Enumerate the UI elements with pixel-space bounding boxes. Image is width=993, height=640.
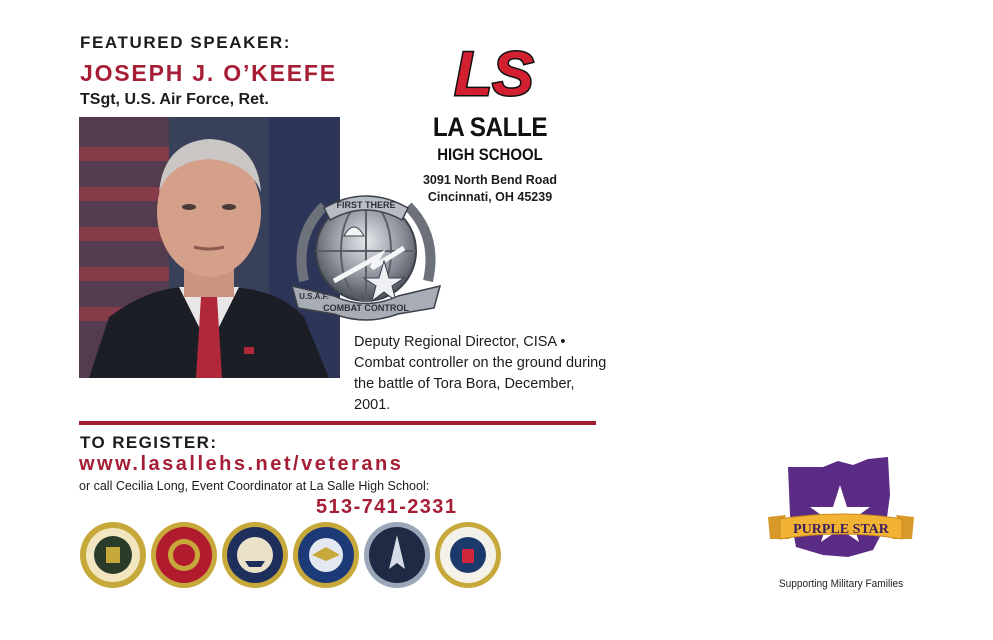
la-salle-logo xyxy=(448,35,538,107)
register-url-link[interactable]: www.lasallehs.net/veterans xyxy=(79,453,404,475)
address-line-2: Cincinnati, OH 45239 xyxy=(427,190,553,204)
combat-control-badge xyxy=(284,186,448,326)
air-force-seal-icon xyxy=(292,521,360,589)
purple-star-logo xyxy=(768,455,914,575)
speaker-bio: Deputy Regional Director, CISA • Combat controller on the ground during the battle of Tora Bora, December, 2001. xyxy=(354,334,607,413)
badge-left-text: U.S.A.F. xyxy=(299,292,329,301)
phone-number[interactable]: 513-741-2331 xyxy=(316,496,458,518)
school-address xyxy=(398,172,582,206)
address-line-1: 3091 North Bend Road xyxy=(422,173,558,187)
featured-speaker-label: FEATURED SPEAKER: xyxy=(80,33,292,52)
speaker-title: TSgt, U.S. Air Force, Ret. xyxy=(80,91,269,108)
army-seal-icon xyxy=(79,521,147,589)
marine-corps-seal-icon xyxy=(150,521,218,589)
school-name: LA SALLE xyxy=(432,112,548,142)
school-subtitle: HIGH SCHOOL xyxy=(437,145,543,164)
call-instructions: or call Cecilia Long, Event Coordinator at La Salle High School: xyxy=(79,479,430,493)
badge-bottom-text: COMBAT CONTROL xyxy=(323,303,409,313)
navy-seal-icon xyxy=(221,521,289,589)
badge-top-text: FIRST THERE xyxy=(336,200,396,210)
purple-star-ribbon-text: PURPLE STAR xyxy=(793,522,889,537)
purple-star-tagline: Supporting Military Families xyxy=(778,578,904,590)
military-seals-row xyxy=(79,521,499,591)
register-label: TO REGISTER: xyxy=(80,433,218,452)
space-force-seal-icon xyxy=(363,521,431,589)
speaker-name: JOSEPH J. O’KEEFE xyxy=(80,60,337,86)
ls-monogram-icon: LS xyxy=(454,40,534,107)
section-divider xyxy=(79,421,596,425)
coast-guard-seal-icon xyxy=(434,521,502,589)
